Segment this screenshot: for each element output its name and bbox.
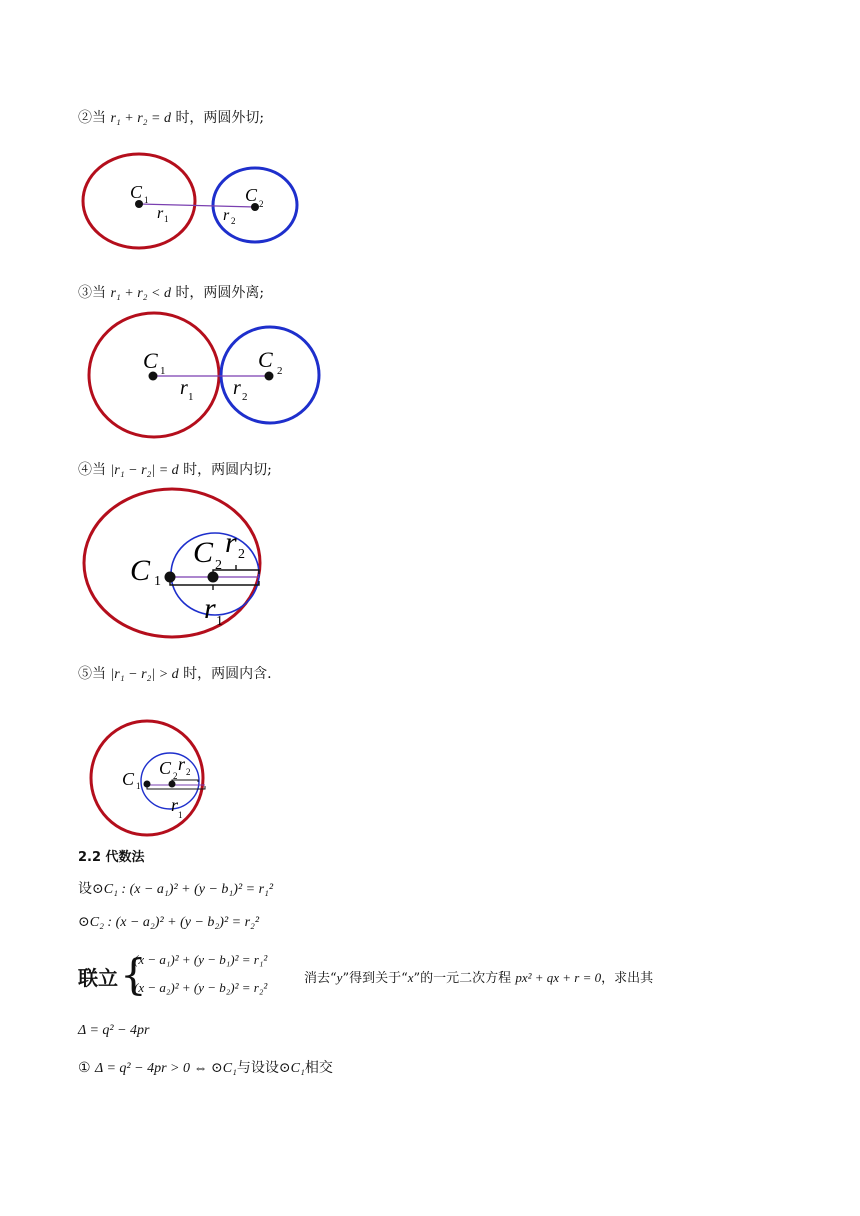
- center-c2-dot: [208, 572, 219, 583]
- svg-text:2: 2: [238, 547, 245, 562]
- center-c1-dot: [144, 781, 151, 788]
- label-c2: C: [193, 536, 214, 569]
- svg-text:2: 2: [186, 767, 191, 777]
- system-brace: {: [120, 950, 147, 999]
- case-5-condition: |r₁ − r₂| > d: [110, 667, 179, 682]
- svg-text:1: 1: [188, 391, 194, 403]
- case-4-condition: |r₁ − r₂| = d: [110, 463, 179, 478]
- quadratic-equation: px² + qx + r = 0: [515, 970, 602, 985]
- label-r1: r: [171, 795, 179, 815]
- label-c1: C: [143, 348, 158, 373]
- svg-text:2: 2: [242, 391, 248, 403]
- label-r1: r: [180, 377, 188, 399]
- case-3-number: ③: [78, 285, 92, 301]
- figure-containment: [88, 718, 218, 840]
- case-3-pre: 当: [92, 285, 106, 301]
- case-3-line: [78, 282, 264, 302]
- system-label: 联立: [78, 966, 118, 990]
- label-c2: C: [245, 185, 258, 205]
- case-2-number: ②: [78, 110, 92, 126]
- center-c1-dot: [165, 572, 176, 583]
- label-r2: r: [178, 754, 186, 774]
- label-c1: C: [122, 769, 135, 789]
- case-5-line: [78, 663, 272, 683]
- svg-text:1: 1: [216, 614, 223, 629]
- svg-text:2: 2: [259, 199, 264, 209]
- case-4-line: [78, 459, 272, 479]
- svg-text:2: 2: [215, 558, 222, 573]
- svg-text:1: 1: [144, 195, 149, 205]
- label-c1: C: [130, 554, 151, 587]
- case-5-number: ⑤: [78, 666, 92, 682]
- svg-text:1: 1: [178, 810, 183, 820]
- svg-text:2: 2: [277, 365, 283, 377]
- label-r1: r: [157, 205, 164, 222]
- label-r2: r: [223, 207, 230, 224]
- case-2-pre: 当: [92, 110, 106, 126]
- system-block: [78, 950, 798, 1006]
- system-row-2: (x − a₂)² + (y − b₂)² = r₂²: [134, 980, 268, 995]
- case-2-post: 时，两圆外切;: [175, 110, 265, 126]
- label-r2: r: [233, 377, 241, 399]
- figure-external-separate: [86, 310, 326, 445]
- label-c2: C: [159, 758, 172, 778]
- center-c2-dot: [265, 372, 274, 381]
- case-2-line: [78, 107, 264, 127]
- equation-circle-2: [78, 914, 259, 931]
- label-c1: C: [130, 182, 143, 202]
- eq2-body: ⊙C₂ : (x − a₂)² + (y − b₂)² = r₂²: [78, 915, 260, 930]
- svg-text:2: 2: [173, 771, 178, 781]
- eq1-body: ⊙C₁ : (x − a₁)² + (y − b₁)² = r₁²: [92, 882, 274, 897]
- delta-expression: Δ = q² − 4pr: [78, 1023, 150, 1038]
- figure-external-tangent: [78, 150, 308, 250]
- result-1-number: ①: [78, 1060, 91, 1076]
- svg-text:1: 1: [154, 574, 161, 589]
- case-5-pre: 当: [92, 666, 106, 682]
- svg-text:1: 1: [164, 214, 169, 224]
- result-1-condition: Δ = q² − 4pr > 0 ⇔ ⊙C₁: [95, 1061, 237, 1076]
- case-5-post: 时，两圆内含.: [183, 666, 272, 682]
- svg-text:1: 1: [160, 365, 166, 377]
- label-r2: r: [225, 526, 237, 559]
- case-4-number: ④: [78, 462, 92, 478]
- center-c2-dot: [169, 781, 176, 788]
- label-c2: C: [258, 347, 273, 372]
- case-4-pre: 当: [92, 462, 106, 478]
- label-r1: r: [204, 592, 216, 625]
- svg-text:2: 2: [231, 216, 236, 226]
- case-3-condition: r₁ + r₂ < d: [110, 286, 171, 301]
- result-1-line: ① Δ = q² − 4pr > 0 ⇔ ⊙C₁与设设⊙C₁相交: [78, 1060, 333, 1076]
- case-2-condition: r₁ + r₂ = d: [110, 111, 171, 126]
- svg-text:1: 1: [136, 781, 141, 791]
- case-3-post: 时，两圆外离;: [175, 285, 265, 301]
- figure-internal-tangent: [80, 486, 270, 641]
- r1-bracket: [147, 786, 205, 789]
- equation-circle-1: 设⊙C₁ : (x − a₁)² + (y − b₁)² = r₁²: [78, 881, 274, 897]
- system-row-1: (x − a₁)² + (y − b₁)² = r₁²: [134, 952, 268, 967]
- delta-line: [78, 1022, 150, 1039]
- section-heading: 2.2 代数法: [78, 850, 145, 865]
- circle-c1: [91, 721, 203, 835]
- system-text: 消去“y”得到关于“x”的一元二次方程 px² + qx + r = 0，求出其: [304, 970, 654, 986]
- case-4-post: 时，两圆内切;: [183, 462, 272, 478]
